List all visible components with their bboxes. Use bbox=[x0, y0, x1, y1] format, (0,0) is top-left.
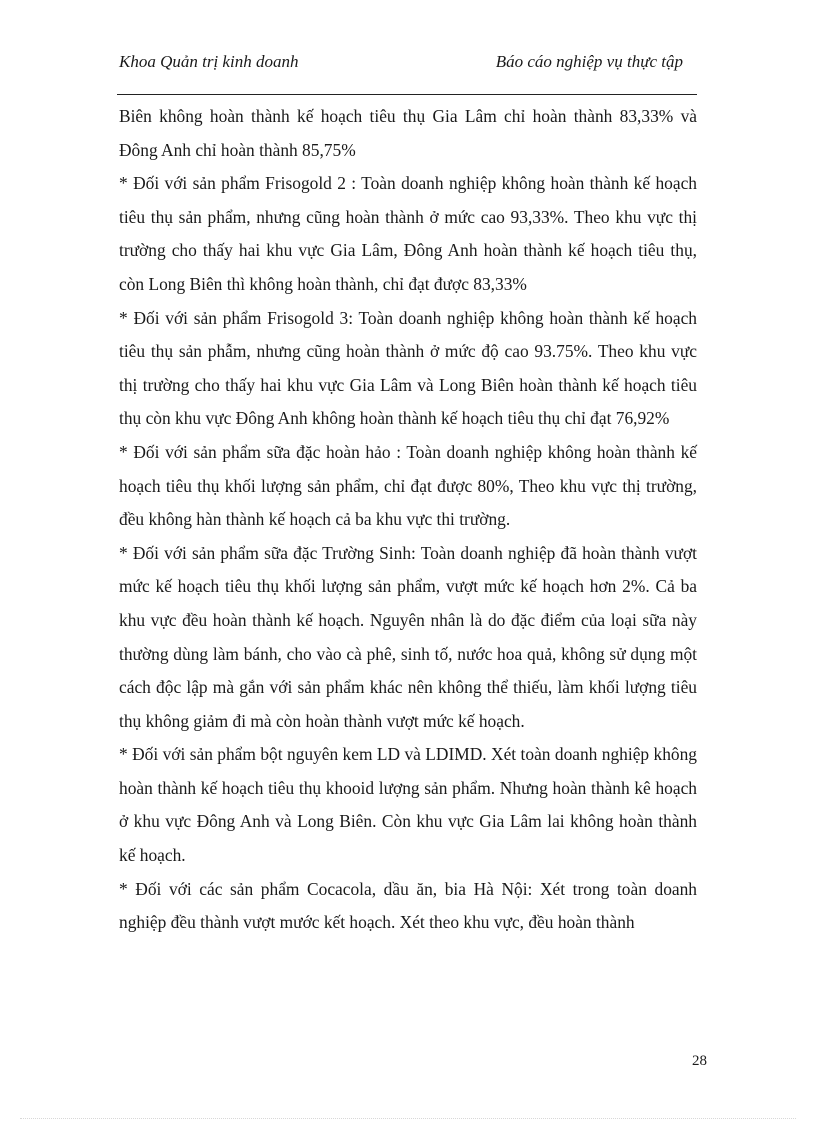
paragraph: * Đối với các sản phẩm Cocacola, dầu ăn, bia Hà Nội: Xét trong toàn doanh nghiệp đều thành vượt mước kết hoạch. Xét theo khu vực, đều hoàn thành bbox=[119, 878, 697, 933]
paragraph: * Đối với sản phẩm Frisogold 3: Toàn doanh nghiệp không hoàn thành kế hoạch tiêu thụ sản phẫm, nhưng cũng hoàn thành ở mức độ cao 93.75%. Theo khu vực thị trường cho thấy hai khu vực Gia Lâm và Long Biên hoàn thành kế hoạch tiêu thụ còn khu vực Đông Anh không hoàn thành kế hoạch tiêu thụ chỉ đạt 76,92% bbox=[119, 307, 697, 429]
header-report-title: Báo cáo nghiệp vụ thực tập bbox=[495, 52, 683, 71]
page-number: 28 bbox=[692, 1053, 707, 1069]
paragraph: * Đối với sản phẩm sữa đặc Trường Sinh: Toàn doanh nghiệp đã hoàn thành vượt mức kế hoạch tiêu thụ khối lượng sản phẩm, vượt mức kế hoạch hơn 2%. Cả ba khu vực đều hoàn thành kế hoạch. Nguyên nhân là do đặc điểm của loại sữa này thường dùng làm bánh, cho vào cà phê, sinh tố, nước hoa quả, không sử dụng một cách độc lập mà gắn với sản phẩm khác nên không thể thiếu, làm khối lượng tiêu thụ không giảm đi mà còn hoàn thành vượt mức kế hoạch. bbox=[119, 542, 697, 731]
document-body bbox=[119, 100, 697, 940]
page-bottom-divider bbox=[20, 1118, 796, 1119]
paragraph: * Đối với sản phẩm bột nguyên kem LD và LDIMD. Xét toàn doanh nghiệp không hoàn thành kế hoạch tiêu thụ khooid lượng sản phẩm. Nhưng hoàn thành kê hoạch ở khu vực Đông Anh và Long Biên. Còn khu vực Gia Lâm lai không hoàn thành kế hoạch. bbox=[119, 744, 697, 866]
paragraph: * Đối với sản phẩm Frisogold 2 : Toàn doanh nghiệp không hoàn thành kế hoạch tiêu thụ sản phẩm, nhưng cũng hoàn thành ở mức cao 93,33%. Theo khu vực thị trường cho thấy hai khu vực Gia Lâm, Đông Anh hoàn thành kế hoạch tiêu thụ, còn Long Biên thì không hoàn thành, chỉ đạt được 83,33% bbox=[119, 173, 697, 294]
page-header bbox=[117, 48, 697, 78]
header-department: Khoa Quản trị kinh doanh bbox=[119, 52, 299, 71]
header-divider bbox=[117, 94, 697, 95]
paragraph: Biên không hoàn thành kế hoạch tiêu thụ Gia Lâm chỉ hoàn thành 83,33% và Đông Anh chỉ hoàn thành 85,75% bbox=[119, 106, 697, 160]
paragraph: * Đối với sản phẩm sữa đặc hoàn hảo : Toàn doanh nghiệp không hoàn thành kế hoạch tiêu thụ khối lượng sản phẩm, chỉ đạt được 80%, Theo khu vực thị trường, đều không hàn thành kế hoạch cả ba khu vực thi trường. bbox=[119, 441, 697, 530]
